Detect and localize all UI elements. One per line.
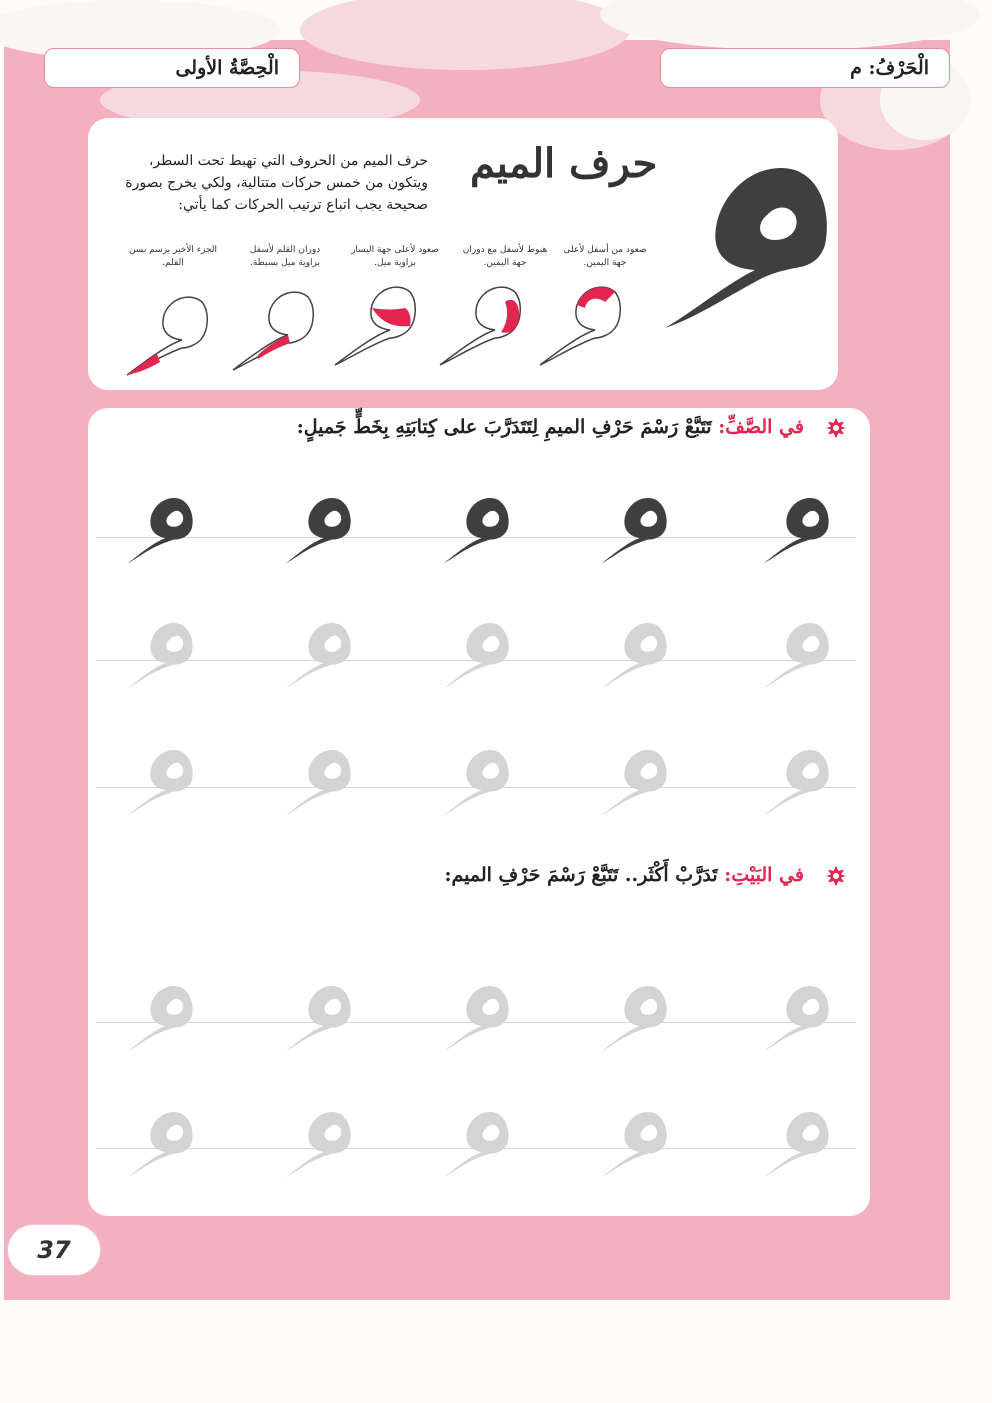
practice-meem-glyph — [760, 978, 840, 1058]
big-meem-letter — [655, 160, 835, 335]
letter-label-box — [660, 48, 950, 88]
class-instruction — [297, 416, 804, 438]
stroke-step-illustration — [330, 280, 420, 370]
practice-meem-glyph — [598, 978, 678, 1058]
class-text: تَتَبَّعْ رَسْمَ حَرْفِ الميمِ لِتَتَدَرَّبَ على كِتابَتِهِ بِخَطٍّ جَميلٍ: — [296, 416, 712, 438]
page-number: 37 — [37, 1236, 71, 1264]
step-caption-1: صعود من أسفل لأعلى جهة اليمين. — [563, 245, 647, 268]
intro-title: حرف الميم — [470, 140, 658, 187]
practice-meem-glyph — [124, 742, 204, 822]
practice-meem-glyph — [598, 615, 678, 695]
stroke-step-illustration — [435, 280, 525, 370]
stroke-step-illustration — [535, 280, 625, 370]
practice-meem-glyph — [282, 742, 362, 822]
step-caption-4: دوران القلم لأسفل بزاوية ميل بسيطة. — [249, 245, 321, 268]
practice-meem-glyph — [598, 742, 678, 822]
step-caption-5: الجزء الأخير يرسم بسن القلم. — [128, 245, 218, 268]
practice-meem-glyph — [124, 978, 204, 1058]
lesson-label: الْحِصَّةُ الأولى — [175, 57, 279, 79]
intro-description: حرف الميم من الحروف التي تهبط تحت السطر، ويتكون من خمس حركات متتالية، ولكي يخرج بصورة صحيحة يجب اتباع ترتيب الحركات كما يأتي: — [125, 153, 428, 213]
practice-meem-glyph — [440, 615, 520, 695]
practice-meem-glyph — [440, 978, 520, 1058]
practice-meem-glyph — [124, 490, 204, 570]
home-prefix: في البَيْتِ: — [724, 864, 804, 886]
home-rosette-icon — [826, 866, 846, 886]
practice-meem-glyph — [598, 1104, 678, 1184]
stroke-step-illustration — [122, 290, 212, 380]
practice-meem-glyph — [440, 742, 520, 822]
lesson-label-box — [44, 48, 300, 88]
practice-meem-glyph — [598, 490, 678, 570]
practice-meem-glyph — [760, 742, 840, 822]
practice-meem-glyph — [760, 615, 840, 695]
practice-meem-glyph — [124, 615, 204, 695]
class-rosette-icon — [826, 418, 846, 438]
practice-meem-glyph — [440, 490, 520, 570]
home-text: تَدَرَّبْ أَكْثَر.. تَتَبَّعْ رَسْمَ حَرْفِ الميم: — [444, 864, 718, 886]
practice-meem-glyph — [282, 1104, 362, 1184]
stroke-step-illustration — [228, 285, 318, 375]
practice-meem-glyph — [440, 1104, 520, 1184]
practice-meem-glyph — [124, 1104, 204, 1184]
practice-meem-glyph — [760, 490, 840, 570]
step-caption-2: هبوط لأسفل مع دوران جهة اليمين. — [462, 245, 548, 268]
practice-meem-glyph — [760, 1104, 840, 1184]
practice-meem-glyph — [282, 615, 362, 695]
letter-label: الْحَرْفُ: م — [850, 57, 929, 79]
home-instruction — [444, 864, 804, 886]
step-caption-3: صعود لأعلى جهة اليسار بزاوية ميل. — [351, 245, 439, 268]
class-prefix: في الصَّفِّ: — [718, 416, 804, 438]
practice-meem-glyph — [282, 490, 362, 570]
practice-meem-glyph — [282, 978, 362, 1058]
